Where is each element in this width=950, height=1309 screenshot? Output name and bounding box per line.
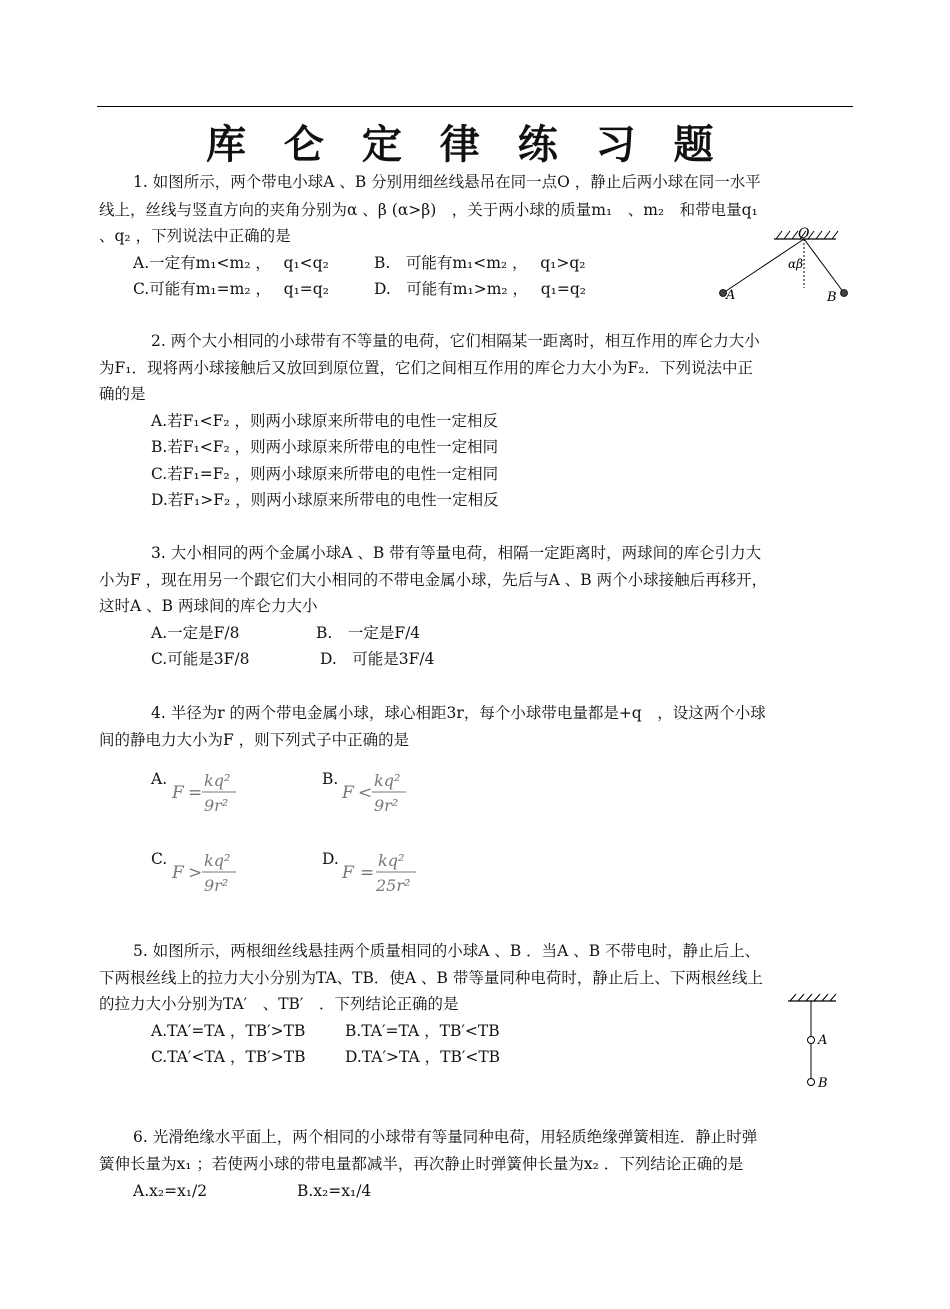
q2-option-d: D.若F₁>F₂ ，则两小球原来所带电的电性一定相反 — [151, 491, 499, 509]
q4-d-denominator: 25r² — [376, 876, 411, 895]
q1-figure — [712, 226, 862, 308]
q1-line-2: 线上，丝线与竖直方向的夹角分别为α 、β (α>β) ，关于两小球的质量m₁ 、m₂ 和带电量q₁ — [99, 201, 758, 219]
q4-c-numerator: kq² — [204, 851, 231, 870]
q5-line-3: 的拉力大小分别为TA′ 、TB′ ．下列结论正确的是 — [99, 995, 459, 1013]
q1-option-d: D. 可能有m₁>m₂ ， q₁=q₂ — [374, 280, 586, 298]
q5-label-b: B — [818, 1076, 828, 1090]
q2-line-1: 2. 两个大小相同的小球带有不等量的电荷，它们相隔某一距离时，相互作用的库仑力大小 — [151, 332, 760, 350]
q1-ball-b — [841, 290, 848, 297]
q4-option-c-formula — [168, 846, 308, 898]
q5-line-1: 5. 如图所示，两根细丝线悬挂两个质量相同的小球A 、B ．当A 、B 不带电时，静止后上、 — [133, 942, 761, 960]
q4-option-b-label: B. — [322, 770, 339, 788]
q5-option-b: B.TA′=TA ，TB′<TB — [345, 1022, 500, 1040]
q4-a-numerator: kq² — [204, 771, 231, 790]
q6-option-a: A.x₂=x₁/2 — [133, 1182, 208, 1200]
q4-option-c-label: C. — [151, 850, 168, 868]
q3-option-d: D. 可能是3F/4 — [320, 650, 435, 668]
q4-a-denominator: 9r² — [204, 796, 229, 815]
q6-line-2: 簧伸长量为x₁ ；若使两小球的带电量都减半，再次静止时弹簧伸长量为x₂ ．下列结论正确的是 — [99, 1155, 744, 1173]
q4-option-a-formula — [168, 766, 308, 818]
q4-d-numerator: kq² — [378, 851, 405, 870]
q2-option-c: C.若F₁=F₂ ，则两小球原来所带电的电性一定相同 — [151, 465, 499, 483]
header-rule — [97, 106, 853, 107]
q5-ball-a — [808, 1037, 815, 1044]
q6-option-b: B.x₂=x₁/4 — [297, 1182, 372, 1200]
q4-b-denominator: 9r² — [374, 796, 399, 815]
q4-line-1: 4. 半径为r 的两个带电金属小球，球心相距3r，每个小球带电量都是+q ，设这两个小球 — [151, 704, 766, 722]
q3-option-b: B. 一定是F/4 — [316, 624, 421, 642]
q4-c-f: F — [172, 863, 184, 883]
q1-label-b: B — [827, 290, 837, 305]
q1-option-c: C.可能有m₁=m₂ ， q₁=q₂ — [133, 280, 329, 298]
q5-ball-b — [808, 1079, 815, 1086]
q4-b-numerator: kq² — [374, 771, 401, 790]
q4-option-a-label: A. — [151, 770, 168, 788]
q4-d-sign: = — [360, 863, 375, 883]
q2-option-a: A.若F₁<F₂ ，则两小球原来所带电的电性一定相反 — [151, 412, 498, 430]
q3-line-1: 3. 大小相同的两个金属小球A 、B 带有等量电荷，相隔一定距离时，两球间的库仑引力大 — [151, 544, 762, 562]
q6-line-1: 6. 光滑绝缘水平面上，两个相同的小球带有等量同种电荷，用轻质绝缘弹簧相连．静止时弹 — [133, 1128, 758, 1146]
q4-c-sign: > — [188, 863, 203, 883]
q4-b-sign: < — [358, 783, 373, 803]
q3-option-c: C.可能是3F/8 — [151, 650, 250, 668]
q5-option-d: D.TA′>TA ，TB′<TB — [345, 1048, 501, 1066]
q5-figure — [784, 990, 844, 1090]
q4-a-sign: = — [188, 783, 203, 803]
q4-option-b-formula — [338, 766, 478, 818]
q2-line-2: 为F₁．现将两小球接触后又放回到原位置，它们之间相互作用的库仑力大小为F₂．下列说法中正 — [99, 359, 753, 377]
q1-option-b: B. 可能有m₁<m₂ ， q₁>q₂ — [374, 254, 586, 272]
q2-option-b: B.若F₁<F₂ ，则两小球原来所带电的电性一定相同 — [151, 438, 499, 456]
q1-label-angles: αβ — [788, 257, 804, 271]
q4-d-f: F — [342, 863, 354, 883]
q3-line-3: 这时A 、B 两球间的库仑力大小 — [99, 597, 318, 615]
q5-option-c: C.TA′<TA ，TB′>TB — [151, 1048, 306, 1066]
q4-a-f: F — [172, 783, 184, 803]
q1-option-a: A.一定有m₁<m₂ ， q₁<q₂ — [133, 254, 329, 272]
q3-option-a: A.一定是F/8 — [151, 624, 240, 642]
q5-label-a: A — [818, 1033, 828, 1048]
q4-c-denominator: 9r² — [204, 876, 229, 895]
q1-label-a: A — [726, 288, 736, 303]
q4-b-f: F — [342, 783, 354, 803]
q1-line-3: 、q₂ ，下列说法中正确的是 — [99, 227, 291, 245]
q2-line-3: 确的是 — [99, 385, 146, 403]
q1-label-o: O — [798, 226, 810, 242]
q1-line-1: 1. 如图所示，两个带电小球A 、B 分别用细丝线悬吊在同一点O ，静止后两小球在同一水平 — [133, 173, 761, 191]
page-title: 库 仑 定 律 练 习 题 — [206, 122, 726, 168]
q4-option-d-label: D. — [322, 850, 339, 868]
q5-option-a: A.TA′=TA ，TB′>TB — [151, 1022, 306, 1040]
q4-option-d-formula — [338, 846, 478, 898]
q5-line-2: 下两根丝线上的拉力大小分别为TA、TB．使A 、B 带等量同种电荷时，静止后上、下两根丝线上 — [99, 969, 763, 987]
q3-line-2: 小为F ，现在用另一个跟它们大小相同的不带电金属小球，先后与A 、B 两个小球接触后再移开， — [99, 571, 768, 589]
q4-line-2: 间的静电力大小为F ，则下列式子中正确的是 — [99, 731, 410, 749]
